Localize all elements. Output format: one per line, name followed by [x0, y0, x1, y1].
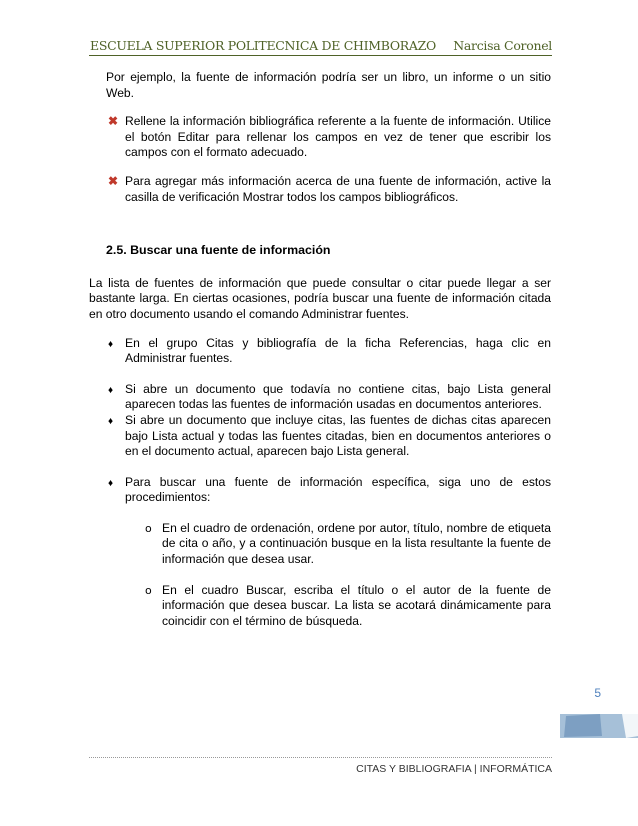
x-bullet-icon: ✖ [108, 173, 119, 188]
circle-bullet-icon: o [145, 521, 152, 535]
sub-list-item [89, 521, 551, 568]
page-corner-decoration [560, 710, 638, 740]
bullet-item-text: Si abre un documento que incluye citas, las fuentes de dichas citas aparecen bajo Lista actual y todas las fuentes citadas, bien en documentos anteriores o en el documento actual, aparecen bajo Lista general. [125, 412, 551, 459]
header-author: Narcisa Coronel [453, 38, 552, 53]
diamond-bullet-icon: ♦ [108, 384, 114, 396]
section-heading: 2.5. Buscar una fuente de información [106, 243, 331, 258]
section-paragraph: La lista de fuentes de información que puede consultar o citar puede llegar a ser bastante larga. En ciertas ocasiones, podría buscar una fuente de información citada en otro documento usando el comando Administrar fuentes. [89, 275, 551, 321]
page-number: 5 [594, 686, 601, 700]
document-body [89, 70, 551, 629]
intro-paragraph: Por ejemplo, la fuente de información podría ser un libro, un informe o un sitio Web. [106, 70, 551, 100]
sub-list-item-text: En el cuadro de ordenación, ordene por autor, título, nombre de etiqueta de cita o año, y a continuación busque en la lista resultante la fuente de información que desea usar. [162, 520, 551, 567]
header-institution: ESCUELA SUPERIOR POLITECNICA DE CHIMBORAZO [90, 38, 436, 53]
footer-text: CITAS Y BIBLIOGRAFIA | INFORMÁTICA [356, 763, 552, 775]
bullet-item-text: Si abre un documento que todavía no contiene citas, bajo Lista general aparecen todas las fuentes de información usadas en documentos anteriores. [125, 381, 551, 412]
x-list-item [89, 174, 551, 205]
bullet-item-text: Para buscar una fuente de información específica, siga uno de estos procedimientos: [125, 474, 551, 505]
bullet-item-text: En el grupo Citas y bibliografía de la ficha Referencias, haga clic en Administrar fuentes. [125, 335, 551, 366]
x-list-item-text: Para agregar más información acerca de una fuente de información, active la casilla de verificación Mostrar todos los campos bibliográficos. [125, 173, 551, 204]
diamond-bullet-icon: ♦ [108, 338, 114, 350]
diamond-bullet-icon: ♦ [108, 415, 114, 427]
sub-list-item [89, 583, 551, 630]
bullet-item [89, 413, 551, 460]
x-list-item [89, 114, 551, 161]
circle-bullet-icon: o [145, 583, 152, 597]
bullet-item [89, 336, 551, 367]
bullet-item [89, 382, 551, 413]
x-bullet-icon: ✖ [108, 114, 119, 129]
header-rule [89, 55, 552, 56]
diamond-bullet-icon: ♦ [108, 477, 114, 489]
footer-rule [89, 757, 552, 758]
sub-list-item-text: En el cuadro Buscar, escriba el título o el autor de la fuente de información que desea buscar. La lista se acotará dinámicamente para coincidir con el término de búsqueda. [162, 582, 551, 628]
x-list-item-text: Rellene la información bibliográfica referente a la fuente de información. Utilice el botón Editar para rellenar los campos en vez de tener que escribir los campos con el formato adecuado. [125, 114, 551, 160]
bullet-item [89, 475, 551, 506]
